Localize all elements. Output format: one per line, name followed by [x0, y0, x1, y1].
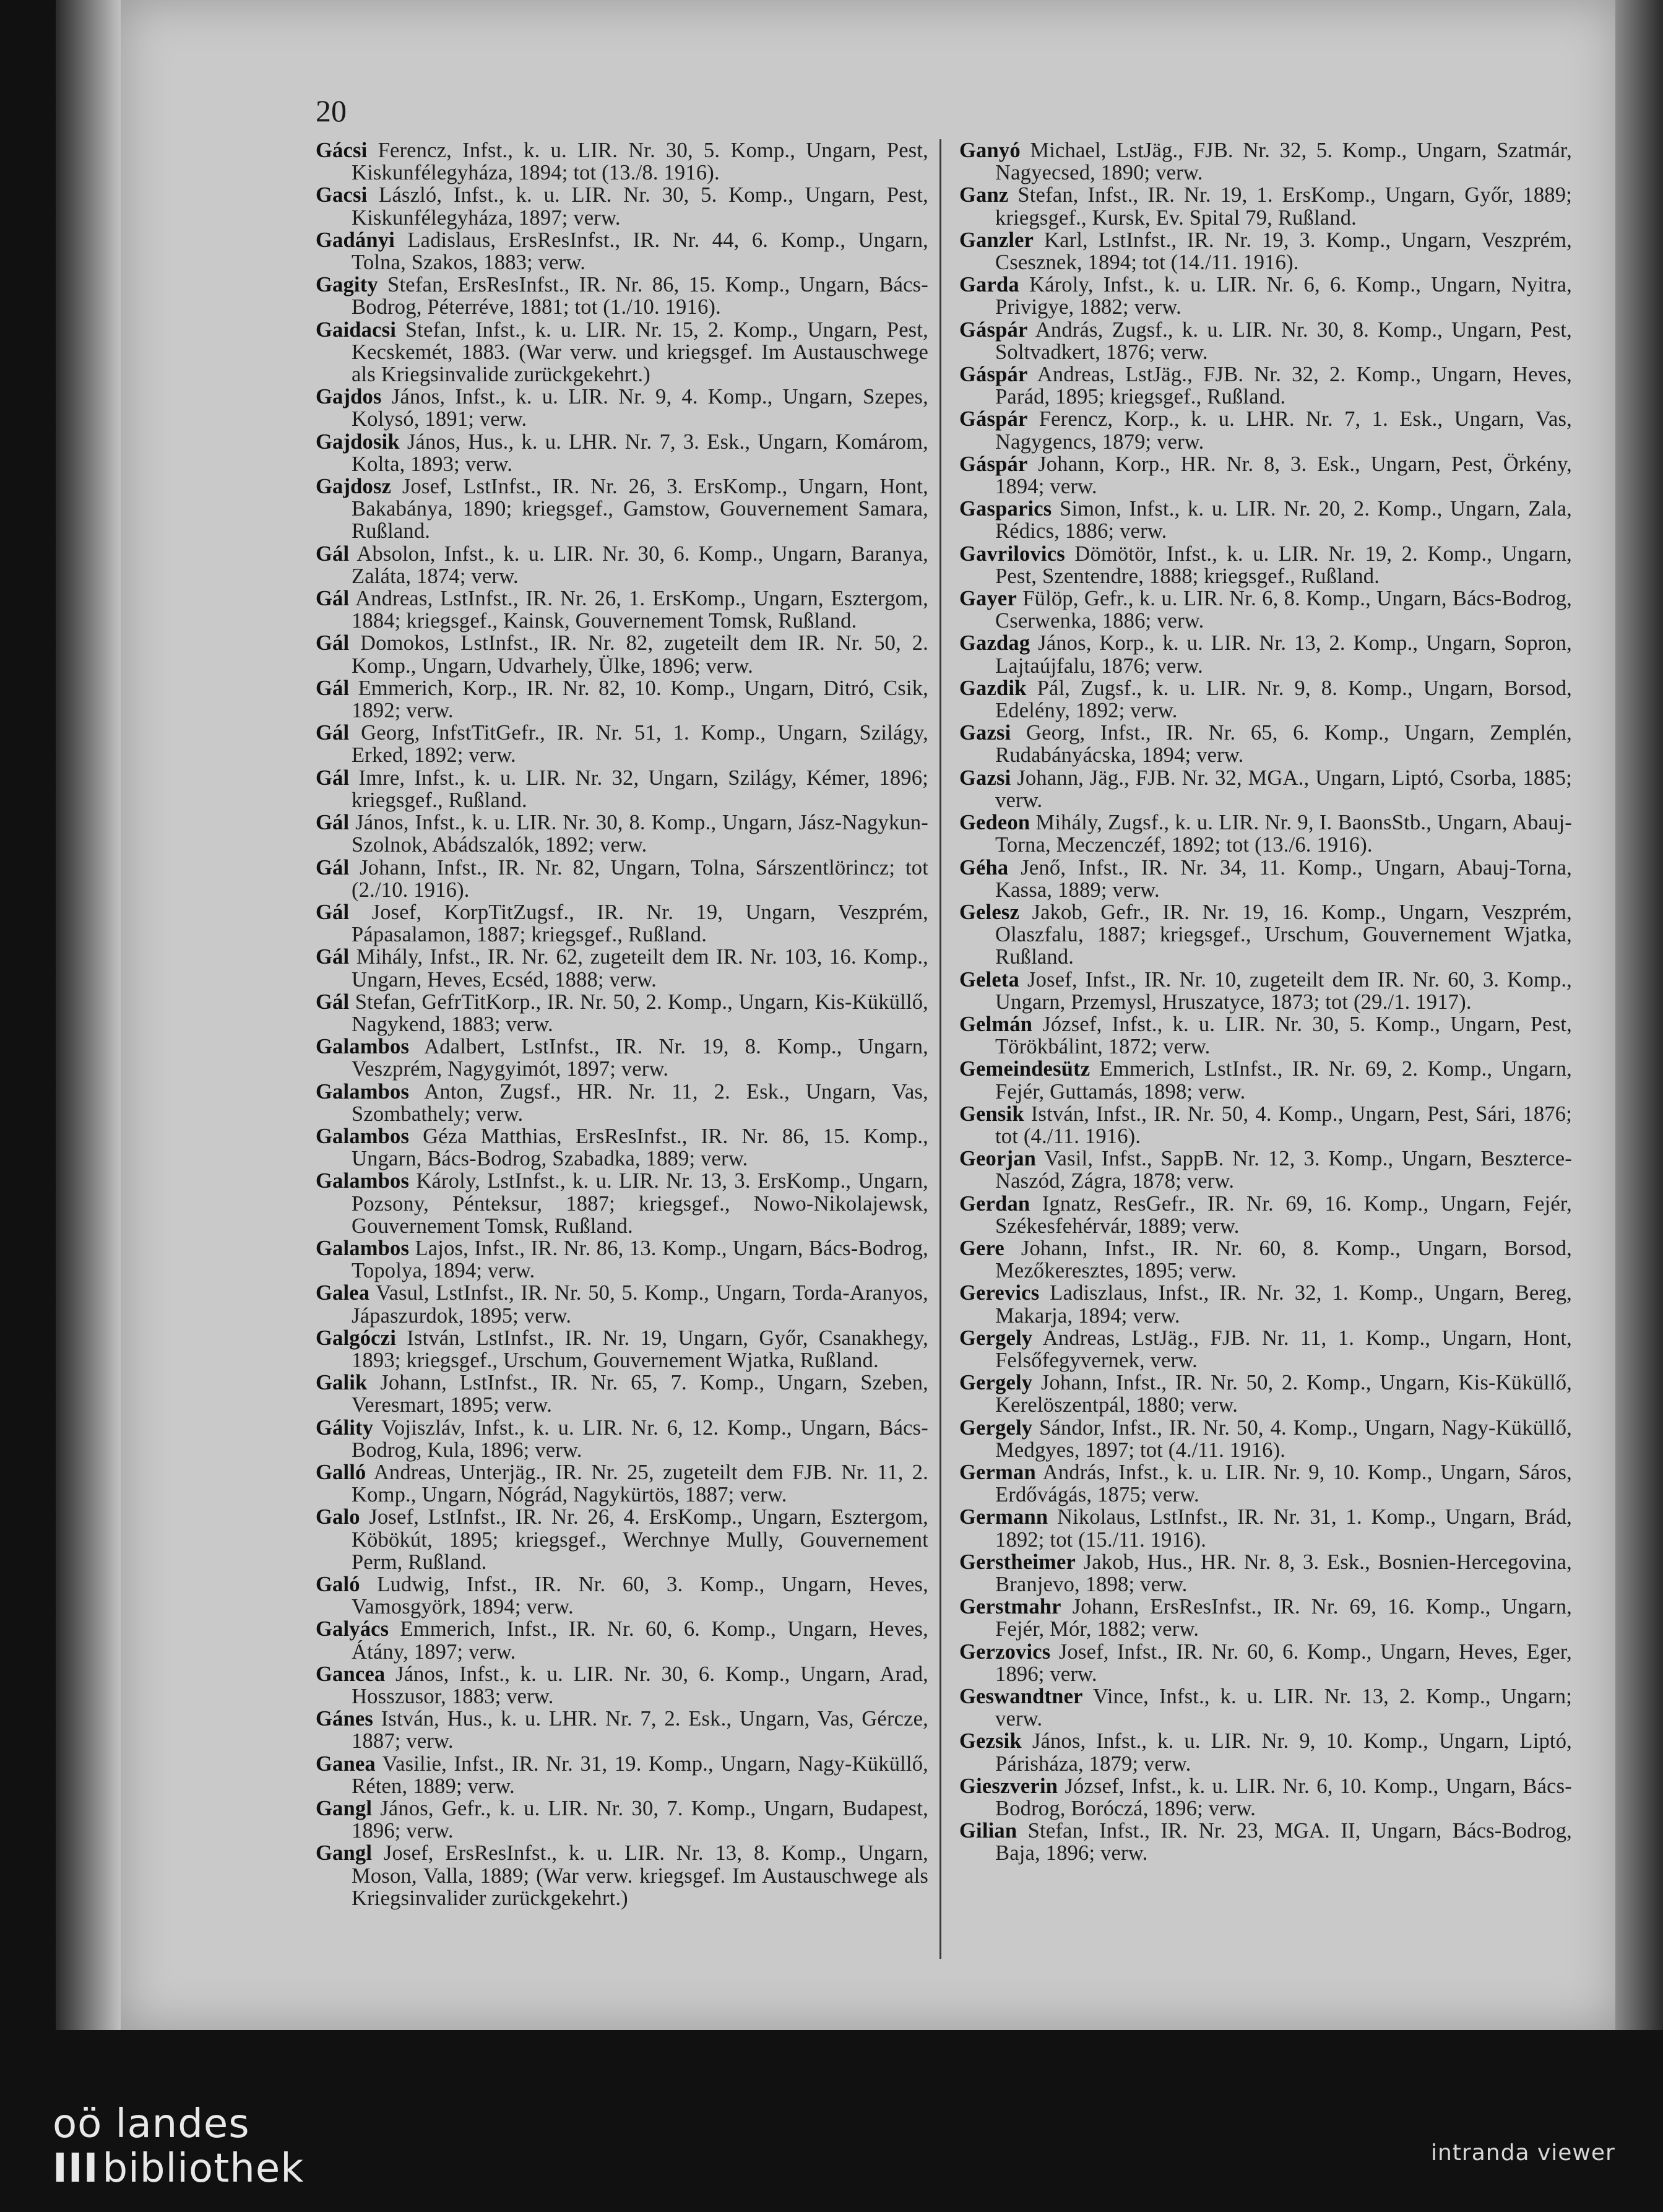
entry-details: Absolon, Infst., k. u. LIR. Nr. 30, 6. Komp., Ungarn, Baranya, Zaláta, 1874; verw.: [349, 542, 928, 588]
entry-details: Josef, LstInfst., IR. Nr. 26, 4. ErsKomp., Ungarn, Esztergom, Köbökút, 1895; kriegsgef., Werchnye Mully, Gouvernement Perm, Rußland.: [352, 1505, 928, 1574]
entry-details: Johann, Infst., IR. Nr. 50, 2. Komp., Ungarn, Kis-Küküllő, Kerelöszentpál, 1880; verw.: [995, 1371, 1572, 1417]
register-entry: [316, 1797, 928, 1842]
register-entry: [316, 1081, 928, 1125]
entry-details: Stefan, Infst., k. u. LIR. Nr. 15, 2. Komp., Ungarn, Pest, Kecskemét, 1883. (War verw. und kriegsgef. Im Austauschwege als Kriegsinvalide zurückgekehrt.): [352, 318, 928, 387]
entry-details: Emmerich, Infst., IR. Nr. 60, 6. Komp., Ungarn, Heves, Átány, 1897; verw.: [352, 1617, 928, 1664]
entry-details: Karl, LstInfst., IR. Nr. 19, 3. Komp., Ungarn, Veszprém, Csesznek, 1894; tot (14./11. 1916).: [995, 228, 1572, 275]
register-entry: [316, 274, 928, 318]
register-entry: [316, 1573, 928, 1618]
entry-details: Anton, Zugsf., HR. Nr. 11, 2. Esk., Ungarn, Vas, Szombathely; verw.: [352, 1079, 928, 1126]
register-entry: [959, 408, 1572, 452]
entry-surname: Gál: [316, 676, 350, 700]
left-column: [316, 139, 928, 1909]
register-entry: [316, 946, 928, 990]
entry-details: András, Infst., k. u. LIR. Nr. 9, 10. Komp., Ungarn, Sáros, Erdővágás, 1875; verw.: [995, 1460, 1572, 1507]
entry-details: Mihály, Zugsf., k. u. LIR. Nr. 9, I. BaonsStb., Ungarn, Abauj-Torna, Meczenczéf, 1892; tot (13./6. 1916).: [995, 811, 1572, 857]
entry-surname: Galo: [316, 1505, 360, 1529]
entry-details: János, Korp., k. u. LIR. Nr. 13, 2. Komp., Ungarn, Sopron, Lajtaújfalu, 1876; verw.: [995, 631, 1572, 678]
entry-details: József, Infst., k. u. LIR. Nr. 30, 5. Komp., Ungarn, Pest, Törökbálint, 1872; verw.: [995, 1012, 1572, 1059]
entry-details: Johann, Infst., IR. Nr. 60, 8. Komp., Ungarn, Borsod, Mezőkeresztes, 1895; verw.: [995, 1236, 1572, 1283]
entry-surname: Gál: [316, 631, 350, 655]
entry-details: Michael, LstJäg., FJB. Nr. 32, 5. Komp., Ungarn, Szatmár, Nagyecsed, 1890; verw.: [995, 139, 1572, 185]
entry-surname: Gál: [316, 766, 350, 790]
logo-line2: [53, 2146, 305, 2192]
entry-details: András, Zugsf., k. u. LIR. Nr. 30, 8. Komp., Ungarn, Pest, Soltvadkert, 1876; verw.: [995, 318, 1572, 364]
entry-details: Jakob, Hus., HR. Nr. 8, 3. Esk., Bosnien-Hercegovina, Branjevo, 1898; verw.: [995, 1550, 1572, 1596]
entry-details: Johann, Jäg., FJB. Nr. 32, MGA., Ungarn, Liptó, Csorba, 1885; verw.: [995, 766, 1572, 812]
entry-surname: Gerevics: [959, 1281, 1040, 1305]
entry-surname: Gadányi: [316, 228, 395, 252]
register-entry: [316, 319, 928, 386]
register-entry: [959, 1327, 1572, 1372]
register-entry: [959, 587, 1572, 632]
page-number: 20: [316, 93, 347, 128]
register-entry: [959, 274, 1572, 318]
entry-details: Károly, LstInfst., k. u. LIR. Nr. 13, 3. ErsKomp., Ungarn, Pozsony, Pénteksur, 1887; kriegsgef., Nowo-Nikolajewsk, Gouvernement Tomsk, Rußland.: [352, 1169, 928, 1238]
register-entry: [316, 139, 928, 184]
register-entry: [316, 991, 928, 1035]
entry-surname: Gerstmahr: [959, 1595, 1061, 1619]
register-entry: [316, 1506, 928, 1573]
register-entry: [959, 1820, 1572, 1864]
entry-surname: Galambos: [316, 1169, 410, 1193]
entry-surname: Gelmán: [959, 1012, 1033, 1036]
entry-surname: Galambos: [316, 1079, 410, 1104]
entry-details: Georg, InfstTitGefr., IR. Nr. 51, 1. Komp., Ungarn, Szilágy, Erked, 1892; verw.: [349, 721, 928, 767]
column-divider: [939, 139, 941, 1959]
entry-surname: Garda: [959, 273, 1019, 297]
entry-details: Johann, Infst., IR. Nr. 82, Ungarn, Tolna, Sárszentlörincz; tot (2./10. 1916).: [349, 855, 928, 902]
entry-surname: Gáspár: [959, 407, 1028, 431]
register-entry: [316, 475, 928, 543]
entry-surname: Gergely: [959, 1326, 1033, 1350]
entry-details: Josef, KorpTitZugsf., IR. Nr. 19, Ungarn, Veszprém, Pápasalamon, 1887; kriegsgef., Rußland.: [349, 900, 928, 947]
entry-surname: Gasparics: [959, 497, 1052, 521]
entry-surname: Gensik: [959, 1102, 1024, 1126]
entry-surname: Gál: [316, 721, 350, 745]
entry-surname: Galea: [316, 1281, 370, 1305]
entry-surname: Gavrilovics: [959, 542, 1065, 566]
register-entry: [959, 498, 1572, 542]
entry-surname: Gajdosz: [316, 475, 392, 499]
entry-details: Károly, Infst., k. u. LIR. Nr. 6, 6. Komp., Ungarn, Nyitra, Privigye, 1882; verw.: [995, 273, 1572, 319]
entry-details: Lajos, Infst., IR. Nr. 86, 13. Komp., Ungarn, Bács-Bodrog, Topolya, 1894; verw.: [352, 1236, 928, 1283]
entry-details: Imre, Infst., k. u. LIR. Nr. 32, Ungarn, Szilágy, Kémer, 1896; kriegsgef., Rußland.: [349, 766, 928, 812]
entry-surname: Gaidacsi: [316, 318, 397, 342]
entry-surname: Gánes: [316, 1707, 374, 1731]
entry-surname: Gál: [316, 900, 350, 924]
register-entry: [959, 1685, 1572, 1730]
register-entry: [316, 543, 928, 587]
entry-details: Vasilie, Infst., IR. Nr. 31, 19. Komp., Ungarn, Nagy-Küküllő, Réten, 1889; verw.: [352, 1752, 928, 1798]
entry-surname: Ganyó: [959, 139, 1021, 162]
right-column: [959, 139, 1572, 1865]
entry-surname: Gangl: [316, 1797, 373, 1821]
entry-surname: Gajdos: [316, 385, 382, 409]
register-entry: [959, 632, 1572, 676]
register-entry: [959, 969, 1572, 1013]
entry-surname: Gáspár: [959, 363, 1028, 387]
register-entry: [316, 1372, 928, 1416]
register-entry: [959, 857, 1572, 901]
entry-details: Emmerich, LstInfst., IR. Nr. 69, 2. Komp., Ungarn, Fejér, Guttamás, 1898; verw.: [995, 1057, 1572, 1104]
register-entry: [316, 677, 928, 722]
register-entry: [316, 901, 928, 946]
entry-surname: Galgóczi: [316, 1326, 396, 1350]
entry-details: Stefan, GefrTitKorp., IR. Nr. 50, 2. Komp., Ungarn, Kis-Küküllő, Nagykend, 1883; verw.: [349, 990, 928, 1036]
logo-line1: oö landes: [53, 2101, 250, 2147]
register-entry: [959, 677, 1572, 722]
entry-surname: Gergely: [959, 1415, 1033, 1440]
register-entry: [959, 1506, 1572, 1550]
register-entry: [959, 811, 1572, 856]
register-entry: [959, 1551, 1572, 1596]
register-entry: [316, 722, 928, 766]
entry-details: Emmerich, Korp., IR. Nr. 82, 10. Komp., Ungarn, Ditró, Csik, 1892; verw.: [349, 676, 928, 723]
register-entry: [316, 1461, 928, 1506]
entry-details: Jenő, Infst., IR. Nr. 34, 11. Komp., Ungarn, Abauj-Torna, Kassa, 1889; verw.: [995, 855, 1572, 902]
entry-surname: Ganz: [959, 183, 1009, 207]
entry-surname: Gajdosik: [316, 430, 400, 454]
entry-surname: Gancea: [316, 1662, 386, 1686]
register-entry: [959, 1103, 1572, 1147]
entry-surname: Gazsi: [959, 766, 1011, 790]
logo-line2-text: bibliothek: [102, 2146, 305, 2192]
page-edge-shadow: [1615, 0, 1663, 2030]
entry-details: Ferencz, Korp., k. u. LHR. Nr. 7, 1. Esk., Ungarn, Vas, Nagygencs, 1879; verw.: [995, 407, 1572, 454]
viewer-label[interactable]: intranda viewer: [1431, 2140, 1615, 2166]
entry-details: Vince, Infst., k. u. LIR. Nr. 13, 2. Komp., Ungarn; verw.: [995, 1685, 1572, 1731]
register-entry: [316, 1282, 928, 1326]
entry-details: Andreas, LstJäg., FJB. Nr. 11, 1. Komp., Ungarn, Hont, Felsőfegyvernek, verw.: [995, 1326, 1572, 1372]
register-entry: [959, 319, 1572, 363]
register-entry: [959, 1237, 1572, 1282]
entry-details: Johann, ErsResInfst., IR. Nr. 69, 16. Komp., Ungarn, Fejér, Mór, 1882; verw.: [995, 1595, 1572, 1641]
entry-surname: Ganea: [316, 1752, 376, 1776]
entry-surname: Gál: [316, 811, 350, 835]
entry-details: Josef, ErsResInfst., k. u. LIR. Nr. 13, 8. Komp., Ungarn, Moson, Valla, 1889; (War verw. kriegsgef. Im Austauschwege als Kriegsinvalider zurückgekehrt.): [352, 1841, 928, 1910]
entry-surname: Gelesz: [959, 900, 1019, 924]
entry-surname: Gacsi: [316, 183, 368, 207]
entry-surname: Géha: [959, 855, 1009, 879]
register-entry: [316, 632, 928, 676]
entry-details: János, Gefr., k. u. LIR. Nr. 30, 7. Komp., Ungarn, Budapest, 1896; verw.: [352, 1797, 928, 1843]
entry-details: József, Infst., k. u. LIR. Nr. 6, 10. Komp., Ungarn, Bács-Bodrog, Boróczá, 1896; verw.: [995, 1774, 1572, 1821]
entry-details: István, Infst., IR. Nr. 50, 4. Komp., Ungarn, Pest, Sári, 1876; tot (4./11. 1916).: [995, 1102, 1572, 1148]
entry-surname: Gazdag: [959, 631, 1030, 655]
register-entry: [316, 1753, 928, 1797]
entry-surname: Gedeon: [959, 811, 1030, 835]
entry-surname: Gazdik: [959, 676, 1027, 700]
entry-details: Adalbert, LstInfst., IR. Nr. 19, 8. Komp., Ungarn, Veszprém, Nagygyimót, 1897; verw.: [352, 1035, 928, 1081]
register-entry: [316, 587, 928, 632]
entry-surname: Galambos: [316, 1035, 410, 1059]
entry-details: Josef, Infst., IR. Nr. 10, zugeteilt dem IR. Nr. 60, 3. Komp., Ungarn, Przemysl, Hruszatyce, 1873; tot (29./1. 1917).: [995, 967, 1572, 1014]
entry-surname: Gayer: [959, 587, 1017, 611]
entry-surname: Galó: [316, 1573, 360, 1596]
entry-details: János, Infst., k. u. LIR. Nr. 30, 6. Komp., Ungarn, Arad, Hosszusor, 1883; verw.: [352, 1662, 928, 1709]
entry-surname: Galambos: [316, 1236, 410, 1260]
entry-surname: Gálity: [316, 1415, 374, 1440]
entry-details: Ferencz, Infst., k. u. LIR. Nr. 30, 5. Komp., Ungarn, Pest, Kiskunfélegyháza, 1894; tot (13./8. 1916).: [352, 139, 928, 185]
entry-surname: Gácsi: [316, 139, 368, 162]
entry-details: Johann, Korp., HR. Nr. 8, 3. Esk., Ungarn, Pest, Örkény, 1894; verw.: [995, 452, 1572, 499]
entry-surname: Gáspár: [959, 452, 1028, 476]
entry-details: Josef, Infst., IR. Nr. 60, 6. Komp., Ungarn, Heves, Eger, 1896; verw.: [995, 1640, 1572, 1686]
register-entry: [959, 184, 1572, 228]
register-entry: [959, 1147, 1572, 1192]
entry-surname: Gál: [316, 542, 350, 566]
entry-surname: Galyács: [316, 1617, 389, 1641]
entry-details: Stefan, ErsResInfst., IR. Nr. 86, 15. Komp., Ungarn, Bács-Bodrog, Péterréve, 1881; tot (1./10. 1916).: [352, 273, 928, 319]
register-entry: [316, 1327, 928, 1372]
register-entry: [959, 767, 1572, 811]
entry-surname: Gilian: [959, 1819, 1017, 1843]
entry-surname: Georjan: [959, 1147, 1037, 1171]
entry-details: Vasil, Infst., SappB. Nr. 12, 3. Komp., Ungarn, Beszterce-Naszód, Zágra, 1878; verw.: [995, 1147, 1572, 1193]
entry-surname: Gere: [959, 1236, 1004, 1260]
register-entry: [316, 857, 928, 901]
entry-details: Ladiszlaus, Infst., IR. Nr. 32, 1. Komp., Ungarn, Bereg, Makarja, 1894; verw.: [995, 1281, 1572, 1328]
register-entry: [316, 386, 928, 430]
entry-surname: Gerstheimer: [959, 1550, 1076, 1574]
register-entry: [959, 1730, 1572, 1774]
page-gutter-shadow: [56, 0, 124, 2030]
entry-surname: Gál: [316, 990, 350, 1014]
register-entry: [316, 1417, 928, 1461]
entry-surname: Gangl: [316, 1841, 373, 1865]
register-entry: [316, 1170, 928, 1237]
entry-details: Vojiszláv, Infst., k. u. LIR. Nr. 6, 12. Komp., Ungarn, Bács-Bodrog, Kula, 1896; verw.: [352, 1415, 928, 1462]
register-entry: [959, 901, 1572, 969]
logo-bars-icon: III: [53, 2146, 99, 2192]
register-entry: [959, 722, 1572, 766]
entry-details: Mihály, Infst., IR. Nr. 62, zugeteilt dem IR. Nr. 103, 16. Komp., Ungarn, Heves, Ecséd, 1888; verw.: [349, 945, 928, 992]
entry-details: Andreas, Unterjäg., IR. Nr. 25, zugeteilt dem FJB. Nr. 11, 2. Komp., Ungarn, Nógrád, Nagykürtös, 1887; verw.: [352, 1460, 928, 1507]
entry-details: Andreas, LstInfst., IR. Nr. 26, 1. ErsKomp., Ungarn, Esztergom, 1884; kriegsgef., Kainsk, Gouvernement Tomsk, Rußland.: [349, 587, 928, 633]
library-logo[interactable]: [53, 2101, 305, 2192]
entry-surname: German: [959, 1460, 1036, 1484]
register-entry: [959, 139, 1572, 184]
register-entry: [316, 1842, 928, 1909]
entry-surname: Gerzovics: [959, 1640, 1051, 1664]
entry-surname: Gieszverin: [959, 1774, 1058, 1798]
entry-surname: Geleta: [959, 967, 1019, 992]
entry-details: Georg, Infst., IR. Nr. 65, 6. Komp., Ungarn, Zemplén, Rudabányácska, 1894; verw.: [995, 721, 1572, 767]
entry-details: Nikolaus, LstInfst., IR. Nr. 31, 1. Komp., Ungarn, Brád, 1892; tot (15./11. 1916).: [995, 1505, 1572, 1552]
entry-surname: Ganzler: [959, 228, 1034, 252]
register-entry: [959, 453, 1572, 498]
entry-surname: Gemeindesütz: [959, 1057, 1091, 1081]
entry-surname: Gáspár: [959, 318, 1028, 342]
entry-details: László, Infst., k. u. LIR. Nr. 30, 5. Komp., Ungarn, Pest, Kiskunfélegyháza, 1897; verw.: [352, 183, 928, 230]
register-entry: [316, 1035, 928, 1080]
entry-details: Vasul, LstInfst., IR. Nr. 50, 5. Komp., Ungarn, Torda-Aranyos, Jáраszurdok, 1895; verw.: [352, 1281, 928, 1328]
register-entry: [316, 431, 928, 475]
entry-surname: Gazsi: [959, 721, 1011, 745]
entry-details: Dömötör, Infst., k. u. LIR. Nr. 19, 2. Komp., Ungarn, Pest, Szentendre, 1888; kriegsgef., Rußland.: [995, 542, 1572, 588]
entry-details: Andreas, LstJäg., FJB. Nr. 32, 2. Komp., Ungarn, Heves, Parád, 1895; kriegsgef., Rußland.: [995, 363, 1572, 409]
entry-details: Stefan, Infst., IR. Nr. 19, 1. ErsKomp., Ungarn, Győr, 1889; kriegsgef., Kursk, Ev. Spital 79, Rußland.: [995, 183, 1572, 230]
entry-details: István, LstInfst., IR. Nr. 19, Ungarn, Győr, Csanakhegy, 1893; kriegsgef., Urschum, Gouvernement Wjatka, Rußland.: [352, 1326, 928, 1372]
entry-surname: Gergely: [959, 1371, 1033, 1395]
entry-details: István, Hus., k. u. LHR. Nr. 7, 2. Esk., Ungarn, Vas, Gércze, 1887; verw.: [352, 1707, 928, 1753]
entry-details: Johann, LstInfst., IR. Nr. 65, 7. Komp., Ungarn, Szeben, Veresmart, 1895; verw.: [352, 1371, 928, 1417]
entry-surname: Gál: [316, 945, 350, 969]
entry-surname: Gerdan: [959, 1191, 1030, 1216]
register-entry: [959, 1775, 1572, 1820]
register-entry: [959, 1596, 1572, 1640]
register-entry: [316, 1237, 928, 1282]
entry-details: Domokos, LstInfst., IR. Nr. 82, zugeteilt dem IR. Nr. 50, 2. Komp., Ungarn, Udvarhely, Ülke, 1896; verw.: [349, 631, 928, 678]
register-entry: [316, 1125, 928, 1170]
register-entry: [316, 767, 928, 811]
register-entry: [959, 229, 1572, 274]
entry-surname: Galambos: [316, 1124, 410, 1148]
entry-details: Ludwig, Infst., IR. Nr. 60, 3. Komp., Ungarn, Heves, Vamosgyörk, 1894; verw.: [352, 1573, 928, 1619]
entry-surname: Galik: [316, 1371, 368, 1395]
register-entry: [959, 1013, 1572, 1058]
entry-details: János, Hus., k. u. LHR. Nr. 7, 3. Esk., Ungarn, Komárom, Kolta, 1893; verw.: [352, 430, 928, 476]
entry-details: Fülöp, Gefr., k. u. LIR. Nr. 6, 8. Komp., Ungarn, Bács-Bodrog, Cserwenka, 1886; verw.: [995, 587, 1572, 633]
entry-details: Ignatz, ResGefr., IR. Nr. 69, 16. Komp., Ungarn, Fejér, Székesfehérvár, 1889; verw.: [995, 1191, 1572, 1238]
entry-surname: Galló: [316, 1460, 366, 1484]
entry-details: Jakob, Gefr., IR. Nr. 19, 16. Komp., Ungarn, Veszprém, Olaszfalu, 1887; kriegsgef., Urschum, Gouvernement Wjatka, Rußland.: [995, 900, 1572, 969]
entry-details: János, Infst., k. u. LIR. Nr. 9, 10. Komp., Ungarn, Liptó, Párisháza, 1879; verw.: [995, 1729, 1572, 1776]
entry-surname: Germann: [959, 1505, 1048, 1529]
entry-surname: Gezsik: [959, 1729, 1022, 1753]
entry-details: János, Infst., k. u. LIR. Nr. 9, 4. Komp., Ungarn, Szepes, Kolysó, 1891; verw.: [352, 385, 928, 431]
entry-details: János, Infst., k. u. LIR. Nr. 30, 8. Komp., Ungarn, Jász-Nagykun-Szolnok, Abádszalók, 1892; verw.: [349, 811, 928, 857]
entry-details: Ladislaus, ErsResInfst., IR. Nr. 44, 6. Komp., Ungarn, Tolna, Szakos, 1883; verw.: [352, 228, 928, 275]
entry-details: Josef, LstInfst., IR. Nr. 26, 3. ErsKomp., Ungarn, Hont, Bakabánya, 1890; kriegsgef., Gamstow, Gouvernement Samara, Rußland.: [352, 475, 928, 543]
register-entry: [959, 1417, 1572, 1461]
register-entry: [316, 1708, 928, 1752]
entry-surname: Geswandtner: [959, 1685, 1083, 1709]
register-entry: [959, 1641, 1572, 1685]
register-entry: [959, 1372, 1572, 1416]
register-entry: [959, 1058, 1572, 1102]
register-entry: [316, 229, 928, 274]
register-entry: [316, 1618, 928, 1662]
register-entry: [959, 1193, 1572, 1237]
register-entry: [959, 1282, 1572, 1326]
register-entry: [959, 1461, 1572, 1506]
entry-details: Géza Matthias, ErsResInfst., IR. Nr. 86, 15. Komp., Ungarn, Bács-Bodrog, Szabadka, 1889; verw.: [352, 1124, 928, 1171]
entry-surname: Gagity: [316, 273, 378, 297]
entry-details: Stefan, Infst., IR. Nr. 23, MGA. II, Ungarn, Bács-Bodrog, Baja, 1896; verw.: [995, 1819, 1572, 1865]
register-entry: [316, 1663, 928, 1708]
register-entry: [316, 811, 928, 856]
entry-details: Pál, Zugsf., k. u. LIR. Nr. 9, 8. Komp., Ungarn, Borsod, Edelény, 1892; verw.: [995, 676, 1572, 723]
register-entry: [959, 543, 1572, 587]
entry-details: Sándor, Infst., IR. Nr. 50, 4. Komp., Ungarn, Nagy-Küküllő, Medgyes, 1897; tot (4./11. 1916).: [995, 1415, 1572, 1462]
register-entry: [959, 363, 1572, 408]
entry-surname: Gál: [316, 855, 350, 879]
entry-surname: Gál: [316, 587, 350, 611]
register-entry: [316, 184, 928, 228]
entry-details: Simon, Infst., k. u. LIR. Nr. 20, 2. Komp., Ungarn, Zala, Rédics, 1886; verw.: [995, 497, 1572, 543]
